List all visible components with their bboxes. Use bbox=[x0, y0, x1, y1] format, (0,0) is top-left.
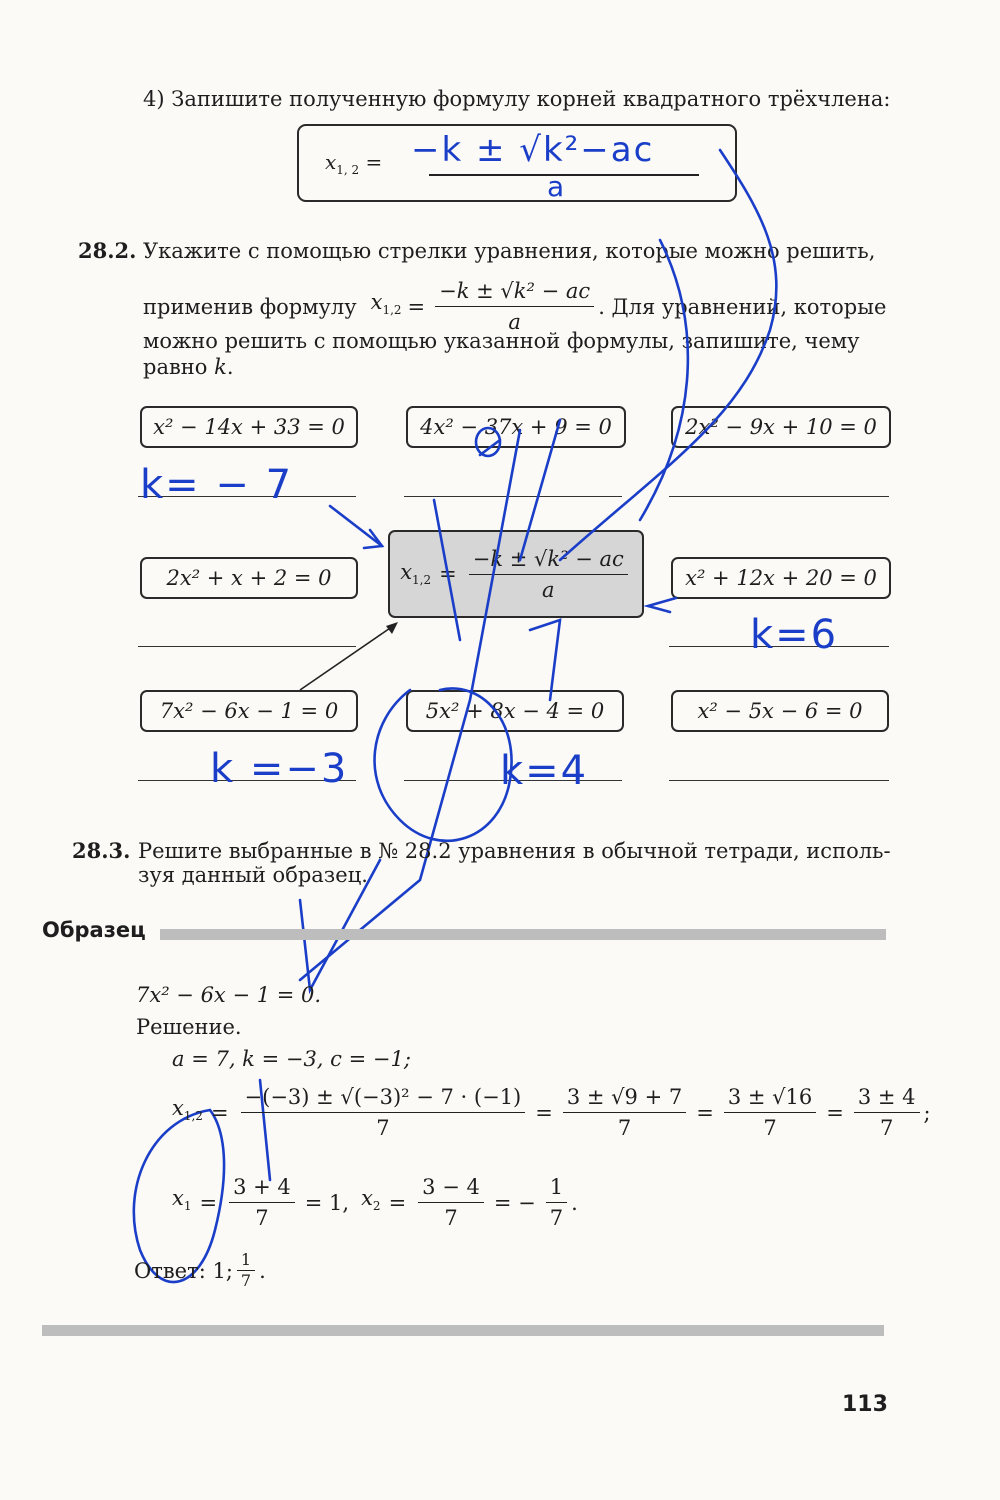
center-formula-box: $x_{1,2}$ = $\frac{\text{−k ± √k² − ac}}{a}$ bbox=[388, 530, 644, 618]
center-var: $x_{1,2}$ bbox=[400, 560, 432, 588]
task282-line2: применив формулу $x_{1,2}$ = $\frac{\text{−k ± √k² − ac}}{a}$ . Для уравнений, которые bbox=[143, 276, 886, 337]
task4-text: 4) Запишите полученную формулу корней квадратного трёхчлена: bbox=[143, 87, 891, 111]
sample-heading: Образец bbox=[42, 918, 146, 942]
equation-box-3: 2x² − 9x + 10 = 0 bbox=[671, 406, 891, 448]
handwritten-k4: k=4 bbox=[500, 748, 589, 794]
handwritten-k1: k= − 7 bbox=[140, 462, 294, 508]
sample-solution-label: Решение. bbox=[136, 1015, 242, 1039]
sample-x2-frac: $\frac{3 - 4}{7}$ bbox=[418, 1172, 484, 1233]
line2-post: . Для уравнений, которые bbox=[598, 294, 887, 319]
task283-line1: Решите выбранные в № 28.2 уравнения в обычной тетради, исполь- bbox=[138, 839, 891, 863]
equation-box-6: 7x² − 6x − 1 = 0 bbox=[140, 690, 358, 732]
handwritten-denominator: a bbox=[547, 170, 567, 203]
equation-box-2: 4x² − 37x + 9 = 0 bbox=[406, 406, 626, 448]
sample-x2-result: $\frac{1}{7}$ bbox=[546, 1172, 567, 1233]
task282-line4: равно k. bbox=[143, 355, 234, 379]
answer-fraction: $\frac{1}{7}$ bbox=[237, 1250, 255, 1291]
sample-frac-2: $\frac{3 \pm √9 + 7}{7}$ bbox=[563, 1082, 686, 1143]
handwritten-k3: k =−3 bbox=[210, 746, 349, 792]
equation-box-7: 5x² + 8x − 4 = 0 bbox=[406, 690, 624, 732]
equation-box-1: x² − 14x + 33 = 0 bbox=[140, 406, 358, 448]
task283-line2: зуя данный образец. bbox=[138, 863, 368, 887]
sample-frac-4: $\frac{3 \pm 4}{7}$ bbox=[854, 1082, 920, 1143]
sample-top-bar bbox=[160, 929, 886, 940]
handwritten-k2: k=6 bbox=[750, 612, 839, 658]
sample-frac-1: $\frac{\text{−(−3) ± √(−3)² − 7 · (−1)}}{7}$ bbox=[241, 1082, 526, 1143]
formula-var: $x_{1,2}$ bbox=[370, 290, 402, 318]
line2-pre: применив формулу bbox=[143, 294, 357, 319]
inline-formula-num: −k ± √k² − ac bbox=[435, 276, 594, 307]
sample-answer: Ответ: 1; $\frac{1}{7}$ . bbox=[134, 1250, 266, 1290]
inline-formula-den: a bbox=[508, 310, 521, 334]
task282-line3: можно решить с помощью указанной формулы, запишите, чему bbox=[143, 329, 860, 353]
formula-label: $x_{1, 2}$ = bbox=[325, 150, 383, 177]
center-num: −k ± √k² − ac bbox=[469, 544, 628, 575]
center-den: a bbox=[542, 577, 555, 602]
printed-arrow bbox=[300, 622, 398, 690]
sample-equation: 7x² − 6x − 1 = 0. bbox=[136, 983, 322, 1007]
sample-coefficients: a = 7, k = −3, c = −1; bbox=[172, 1047, 411, 1071]
task282-line1: Укажите с помощью стрелки уравнения, которые можно решить, bbox=[143, 239, 876, 263]
handwritten-numerator: −k ± √k²−ac bbox=[411, 130, 655, 170]
task282-number: 28.2. bbox=[78, 238, 137, 263]
equation-box-5: x² + 12x + 20 = 0 bbox=[671, 557, 891, 599]
sample-frac-3: $\frac{3 \pm √16}{7}$ bbox=[724, 1082, 816, 1143]
answer-label: Ответ: 1; bbox=[134, 1258, 233, 1283]
equation-box-4: 2x² + x + 2 = 0 bbox=[140, 557, 358, 599]
equation-box-8: x² − 5x − 6 = 0 bbox=[671, 690, 889, 732]
sample-bottom-bar bbox=[42, 1325, 884, 1336]
page-number: 113 bbox=[842, 1392, 888, 1417]
sample-roots-line: $x_1$ = $\frac{3 + 4}{7}$ = 1, $x_2$ = $\frac{3 - 4}{7}$ = − $\frac{1}{7}$ . bbox=[172, 1172, 578, 1233]
sample-x1-frac: $\frac{3 + 4}{7}$ bbox=[229, 1172, 295, 1233]
task283-number: 28.3. bbox=[72, 838, 131, 863]
sample-x12-line: $x_{1,2}$ = $\frac{\text{−(−3) ± √(−3)² − 7 · (−1)}}{7}$ = $\frac{3 \pm √9 + 7}{7}$ = $\frac{3 \pm √16}{7}$ = $\frac{3 \pm 4}{7}$ ; bbox=[172, 1082, 931, 1143]
